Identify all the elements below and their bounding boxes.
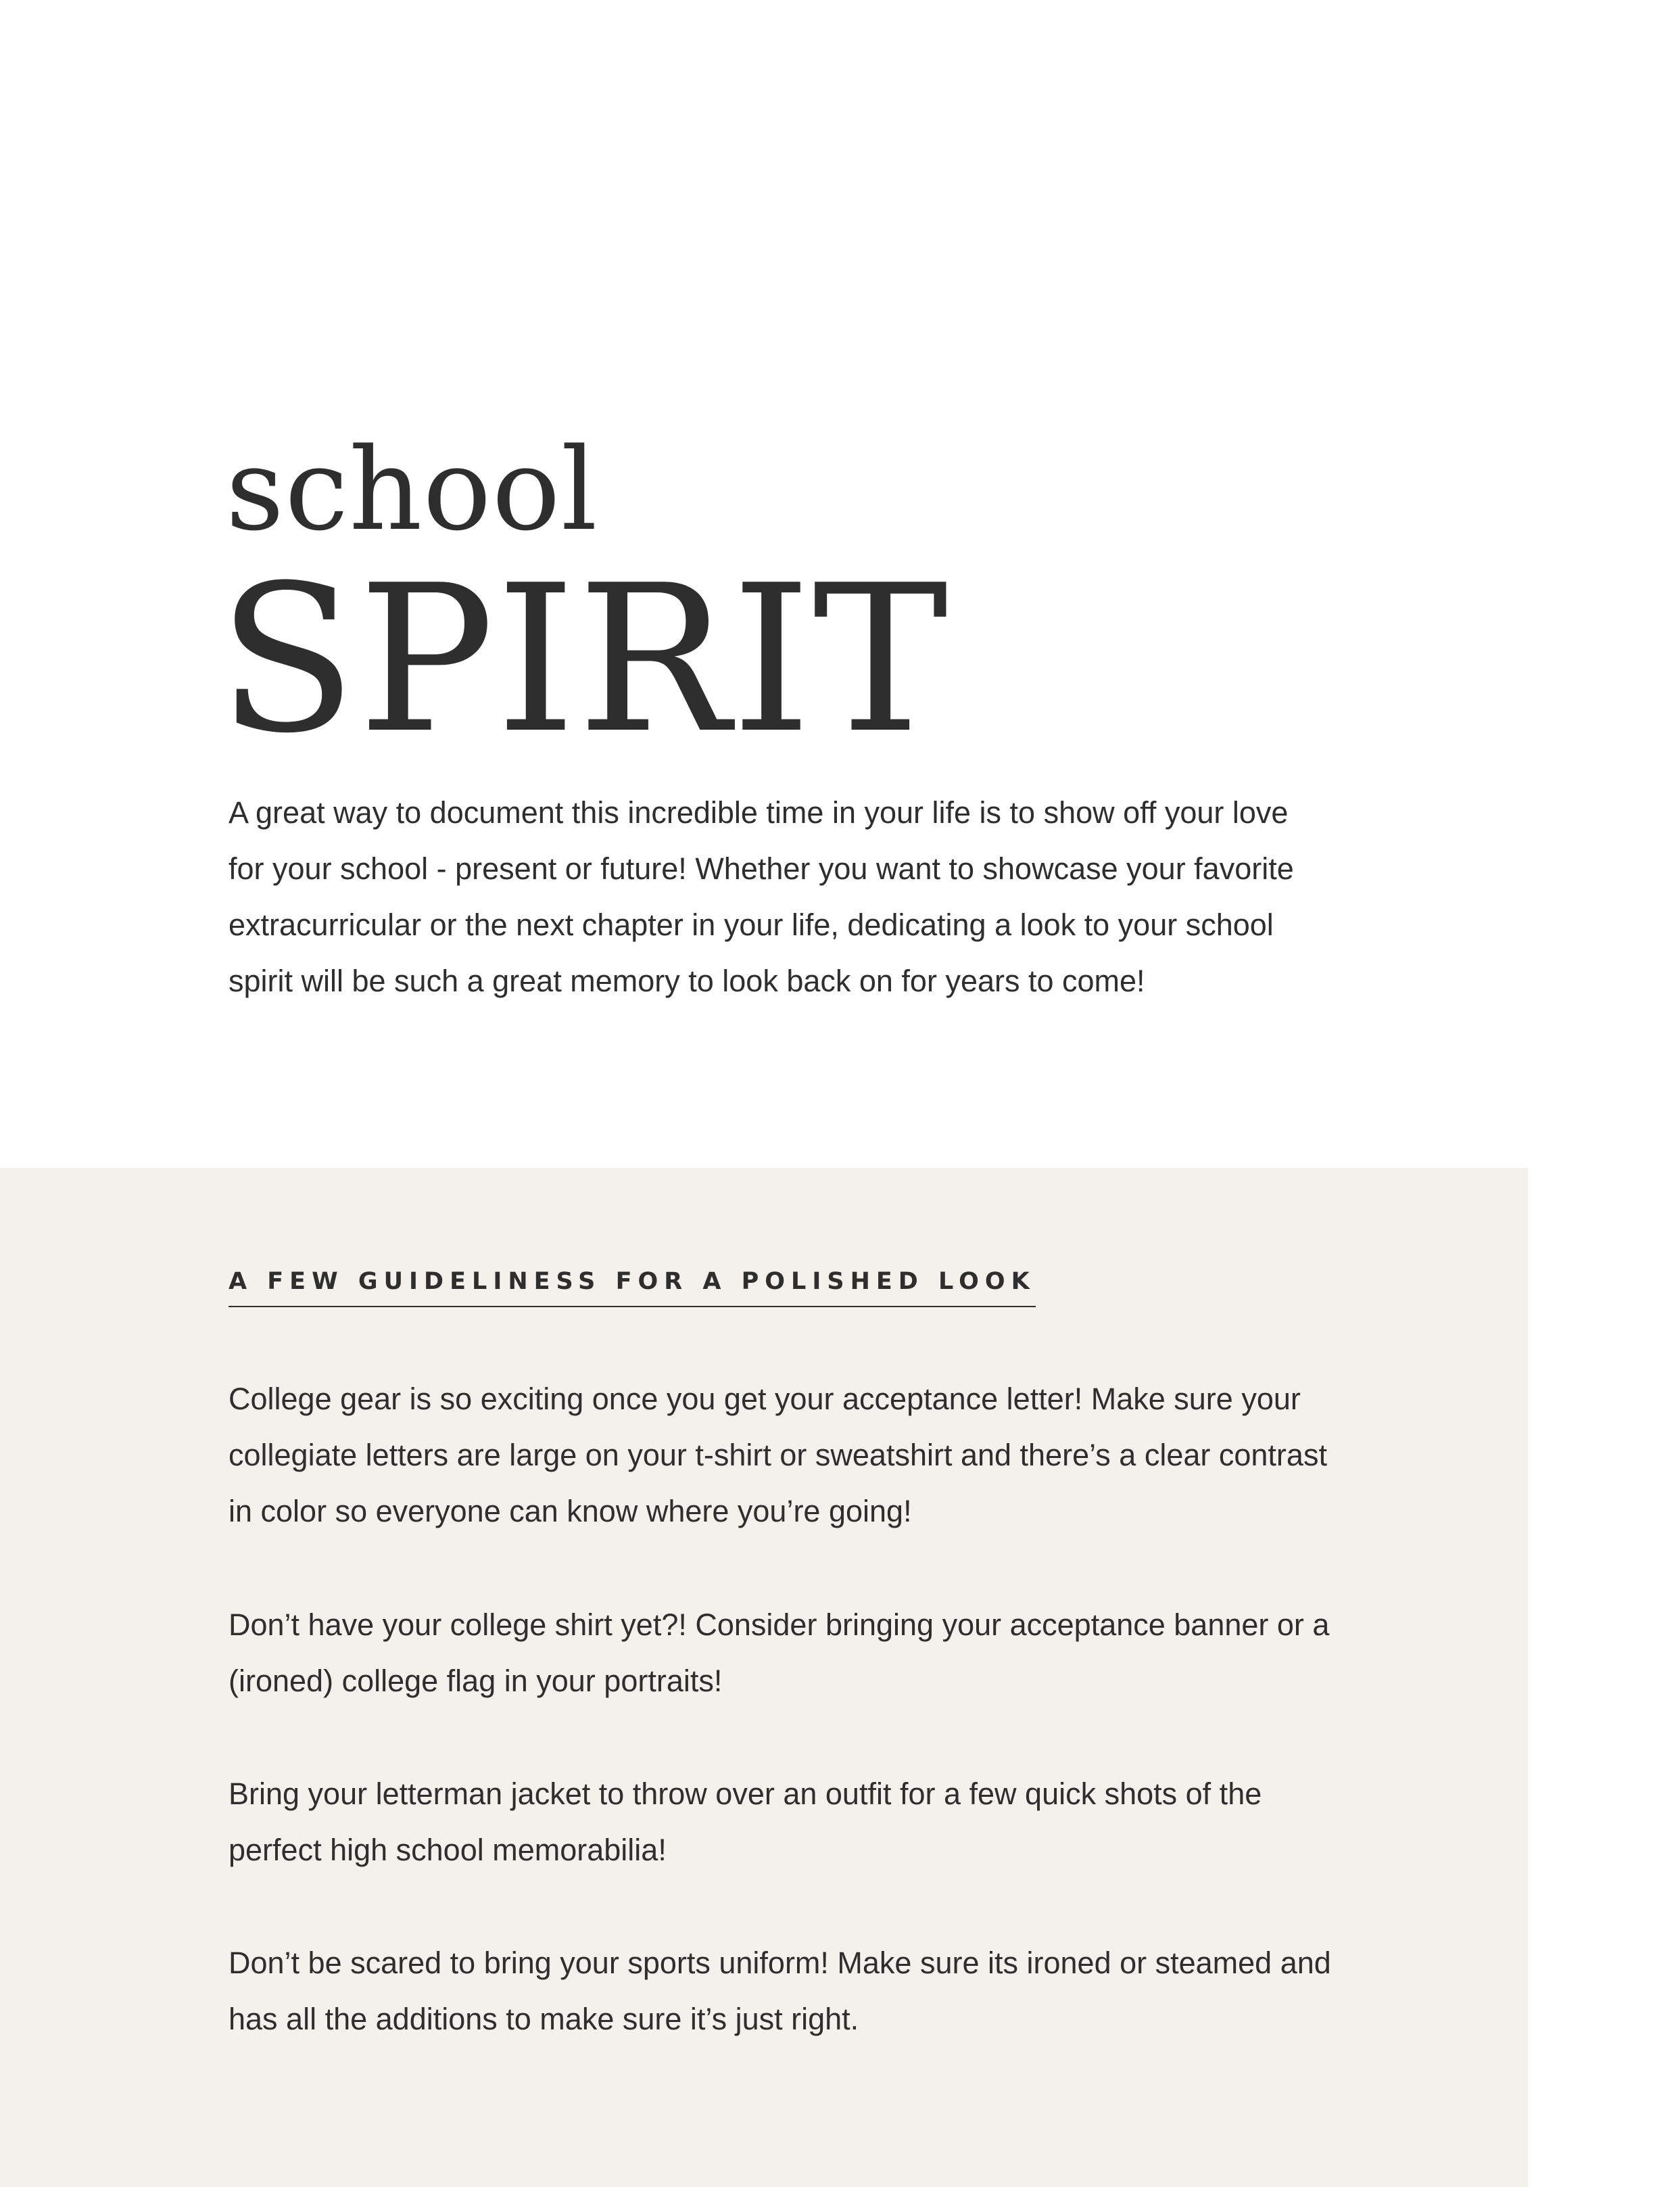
intro-paragraph: A great way to document this incredible time in your life is to show off your love for your school - present or future! Whether you want to showcase your favorite extracurricular or the next chapter in your life, dedicating a look to your school spirit will be such a great memory to look back on for years to come! [229,795,1294,998]
guidelines-heading: A FEW GUIDELINESS FOR A POLISHED LOOK [229,1268,1036,1307]
title-small: school [226,423,598,556]
guideline-paragraph: Bring your letterman jacket to throw over an outfit for a few quick shots of the perfect high school memorabilia! [229,1777,1262,1867]
guideline-paragraph: College gear is so exciting once you get your acceptance letter! Make sure your collegiate letters are large on your t-shirt or sweatshirt and there’s a clear contrast in color so everyone can know where you’re going! [229,1382,1327,1528]
guidelines-panel [0,1168,1528,2187]
guideline-paragraph: Don’t have your college shirt yet?! Consider bringing your acceptance banner or a (ironed) college flag in your portraits! [229,1607,1330,1698]
page-title: SPIRIT [218,542,950,778]
title-block [218,423,1375,778]
guideline-paragraph: Don’t be scared to bring your sports uniform! Make sure its ironed or steamed and has all the additions to make sure it’s just right. [229,1946,1331,2036]
